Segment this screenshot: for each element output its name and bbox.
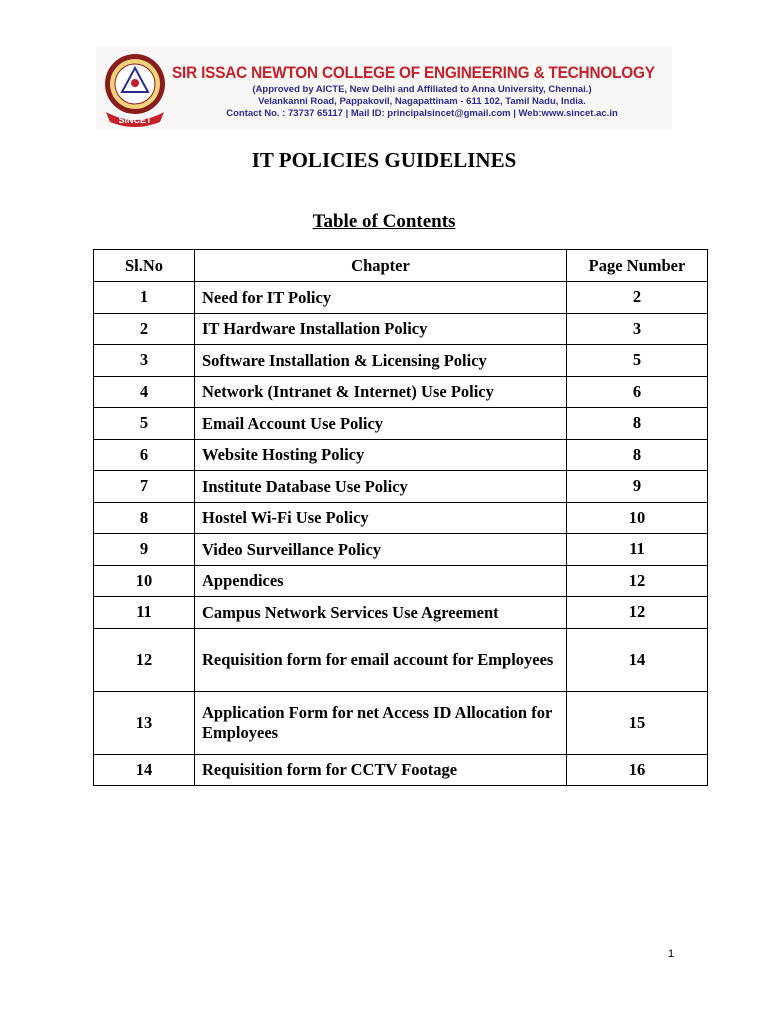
row-page: 5 <box>567 345 708 377</box>
row-number: 3 <box>94 345 195 377</box>
letterhead <box>96 46 672 130</box>
row-page: 2 <box>567 282 708 314</box>
row-number: 8 <box>94 502 195 534</box>
table-row <box>94 754 708 786</box>
table-row <box>94 408 708 440</box>
row-page: 3 <box>567 313 708 345</box>
toc-heading: Table of Contents <box>312 211 456 232</box>
table-row <box>94 313 708 345</box>
college-logo <box>98 50 172 128</box>
row-number: 7 <box>94 471 195 503</box>
row-number: 9 <box>94 534 195 566</box>
row-chapter: Hostel Wi-Fi Use Policy <box>195 502 567 534</box>
address-line: Velankanni Road, Pappakovil, Nagapattinam - 611 102, Tamil Nadu, India. <box>258 96 586 107</box>
row-page: 12 <box>567 597 708 629</box>
table-row <box>94 471 708 503</box>
row-page: 12 <box>567 565 708 597</box>
row-number: 4 <box>94 376 195 408</box>
toc-header-row <box>94 250 708 282</box>
page-number: 1 <box>667 948 675 960</box>
table-row <box>94 376 708 408</box>
row-number: 1 <box>94 282 195 314</box>
row-chapter: Need for IT Policy <box>195 282 567 314</box>
contact-line: Contact No. : 73737 65117 | Mail ID: principalsincet@gmail.com | Web:www.sincet.ac.in <box>226 108 618 119</box>
row-page: 15 <box>567 691 708 754</box>
table-row <box>94 439 708 471</box>
row-chapter: Requisition form for CCTV Footage <box>195 754 567 786</box>
row-page: 16 <box>567 754 708 786</box>
toc-body <box>94 282 708 786</box>
row-chapter: Campus Network Services Use Agreement <box>195 597 567 629</box>
table-row <box>94 565 708 597</box>
row-page: 10 <box>567 502 708 534</box>
table-row <box>94 534 708 566</box>
row-page: 8 <box>567 408 708 440</box>
row-number: 2 <box>94 313 195 345</box>
row-chapter: Website Hosting Policy <box>195 439 567 471</box>
table-row <box>94 345 708 377</box>
row-chapter: Appendices <box>195 565 567 597</box>
row-page: 6 <box>567 376 708 408</box>
approval-line: (Approved by AICTE, New Delhi and Affiliated to Anna University, Chennai.) <box>252 84 592 95</box>
row-chapter: Network (Intranet & Internet) Use Policy <box>195 376 567 408</box>
row-chapter: Application Form for net Access ID Allocation for Employees <box>195 691 567 754</box>
row-number: 13 <box>94 691 195 754</box>
document-title: IT POLICIES GUIDELINES <box>251 148 517 172</box>
row-page: 8 <box>567 439 708 471</box>
row-chapter: IT Hardware Installation Policy <box>195 313 567 345</box>
table-row <box>94 597 708 629</box>
logo-text: SINCET <box>118 115 152 125</box>
table-row <box>94 502 708 534</box>
col-header-chapter: Chapter <box>195 250 567 282</box>
table-row <box>94 691 708 754</box>
table-row <box>94 282 708 314</box>
row-chapter: Institute Database Use Policy <box>195 471 567 503</box>
col-header-slno: Sl.No <box>94 250 195 282</box>
row-chapter: Video Surveillance Policy <box>195 534 567 566</box>
row-number: 12 <box>94 628 195 691</box>
row-number: 5 <box>94 408 195 440</box>
row-number: 10 <box>94 565 195 597</box>
row-number: 6 <box>94 439 195 471</box>
row-chapter: Software Installation & Licensing Policy <box>195 345 567 377</box>
college-name: SIR ISSAC NEWTON COLLEGE OF ENGINEERING & TECHNOLOGY <box>172 64 655 82</box>
row-number: 14 <box>94 754 195 786</box>
col-header-page: Page Number <box>567 250 708 282</box>
row-page: 11 <box>567 534 708 566</box>
row-chapter: Email Account Use Policy <box>195 408 567 440</box>
row-page: 14 <box>567 628 708 691</box>
table-row <box>94 628 708 691</box>
row-chapter: Requisition form for email account for Employees <box>195 628 567 691</box>
row-number: 11 <box>94 597 195 629</box>
toc-table <box>93 249 708 786</box>
row-page: 9 <box>567 471 708 503</box>
